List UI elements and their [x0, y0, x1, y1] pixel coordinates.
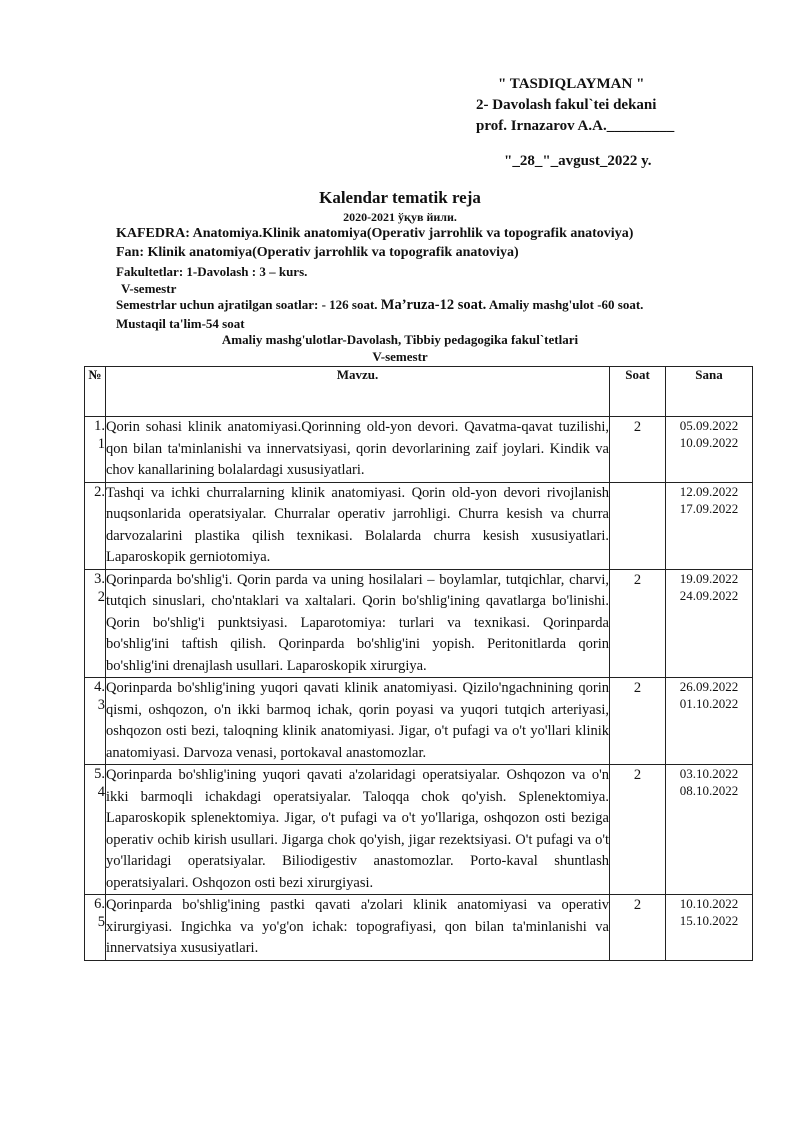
row-number-main: 4.: [94, 679, 105, 695]
row-number-sub: 1: [97, 436, 105, 452]
table-row: [85, 482, 753, 569]
hours-lecture: Ma’ruza-12 soat.: [380, 297, 487, 313]
approval-heading: " TASDIQLAYMAN ": [498, 76, 645, 92]
row-hours: 2: [610, 678, 666, 765]
row-number-sub: 2: [97, 588, 105, 605]
row-date-start: 10.10.2022: [679, 896, 739, 911]
section-title: Amaliy mashg'ulotlar-Davolash, Tibbiy pedagogika fakul`tetlari: [221, 332, 579, 347]
row-date-end: 10.09.2022: [679, 435, 739, 450]
row-dates: [666, 569, 753, 678]
kafedra-line: KAFEDRA: Anatomiya.Klinik anatomiya(Operativ jarrohlik va topografik anatoviya): [116, 226, 634, 241]
row-hours: 2: [610, 417, 666, 483]
hours-line: [116, 297, 756, 314]
row-topic: Qorinparda bo'shlig'ining yuqori qavati klinik anatomiyasi. Qizilo'ngachnining qorin qismi, oshqozon, o'n ikki barmoq ichak, qorin poyasi va yuqori tutqich arteriyasi, oshqozon osti bezi, taloqning klinik anatomiyasi. Jigar, o't pufagi va o't yo'llari klinik anatomiyasi. Darvoza venasi, portokaval anastomozlar.: [106, 678, 610, 765]
approval-signatory: prof. Irnazarov A.A._________: [476, 118, 675, 134]
row-number: [85, 569, 106, 678]
calendar-plan-table: [84, 366, 753, 961]
table-row: [85, 569, 753, 678]
row-number: [85, 765, 106, 895]
row-date-end: 24.09.2022: [679, 587, 739, 603]
row-dates: [666, 482, 753, 569]
row-number-main: 2.: [94, 483, 105, 500]
header-date: Sana: [666, 367, 753, 417]
row-number-main: 6.: [94, 896, 105, 912]
row-number-main: 3.: [94, 570, 105, 587]
row-topic: Qorinparda bo'shlig'i. Qorin parda va uning hosilalari – boylamlar, tutqichlar, charvi, tutqich sinuslari, cho'ntaklari va xaltalari. Qorin bo'shlig'ining qavatlarga bo'linishi. Qorin bo'shlig'i punktsiyasi. Laparotomiya: turlari va texnikasi. Qorinparda bo'shlig'ini taftish qilish. Qorinparda bo'shlig'ini yopish. Peritonitlarda qorin bo'shlig'ini drenajlash usullari. Laparoskopik xirurgiya.: [106, 569, 610, 678]
table-row: [85, 895, 753, 961]
row-number: [85, 678, 106, 765]
row-hours: [610, 482, 666, 569]
row-hours: 2: [610, 895, 666, 961]
row-date-start: 05.09.2022: [679, 418, 739, 433]
row-number: [85, 895, 106, 961]
row-hours: 2: [610, 765, 666, 895]
table-row: [85, 678, 753, 765]
row-topic: Tashqi va ichki churralarning klinik anatomiyasi. Qorin old-yon devori rivojlanish nuqsonlarida operatsiyalar. Churralar operativ jarrohligi. Churra kesish va churra darvozalarini plastika qilish texnikasi. Bolalarda churra kesish xususiyatlari. Laparoskopik gerniotomiya.: [106, 482, 610, 569]
academic-year: 2020-2021 ўқув йили.: [343, 210, 457, 224]
hours-practical: Amaliy mashg'ulot -60 soat.: [488, 297, 644, 312]
row-number-sub: 3: [97, 697, 105, 713]
row-dates: [666, 895, 753, 961]
row-date-end: 15.10.2022: [679, 913, 739, 928]
row-topic: Qorinparda bo'shlig'ining yuqori qavati a'zolaridagi operatsiyalar. Oshqozon va o'n ikki barmoqli ichakdagi operatsiyalar. Taloqqa chok qo'yish. Splenektomiya. Laparoskopik splenektomiya. Jigar, o't pufagi va o't yo'llariga, oshqozon osti beziga operativ ochib kirish usullari. Jigarga chok qo'yish, jigar rezektsiyasi. O't pufagi va o't yo'llaridagi operatsiyalar. Biliodigestiv anastomozlar. Porto-kaval shuntlash operatsiyalari. Oshqozon osti bezi xirurgiyasi.: [106, 765, 610, 895]
row-hours: 2: [610, 569, 666, 678]
header-topic: Mavzu.: [106, 367, 610, 417]
row-number: [85, 417, 106, 483]
row-date-start: 03.10.2022: [679, 766, 739, 781]
subject-line: Fan: Klinik anatomiya(Operativ jarrohlik va topografik anatoviya): [116, 245, 519, 260]
approval-block: [476, 74, 736, 172]
row-number: [85, 482, 106, 569]
table-header-row: [85, 367, 753, 417]
row-number-main: 5.: [94, 766, 105, 782]
header-number: №: [85, 367, 106, 417]
row-dates: [666, 417, 753, 483]
table-row: [85, 417, 753, 483]
section-semester: V-semestr: [372, 349, 428, 364]
approval-position: 2- Davolash fakul`tei dekani: [476, 97, 657, 113]
approval-date: "_28_"_avgust_2022 y.: [504, 153, 652, 169]
row-date-end: 08.10.2022: [679, 783, 739, 798]
faculty-line: Fakultetlar: 1-Davolash : 3 – kurs.: [116, 264, 308, 279]
row-date-start: 26.09.2022: [679, 679, 739, 694]
row-date-end: 17.09.2022: [679, 500, 739, 516]
table-row: [85, 765, 753, 895]
row-number-sub: 4: [97, 784, 105, 800]
row-number-main: 1.: [94, 418, 105, 434]
row-date-start: 19.09.2022: [679, 570, 739, 586]
row-topic: Qorin sohasi klinik anatomiyasi.Qorinning old-yon devori. Qavatma-qavat tuzilishi, qon bilan ta'minlanishi va innervatsiyasi, qorin devorlarining zaif joylari. Kindik va chov kanallarining bolalardagi xususiyatlari.: [106, 417, 610, 483]
independent-study-line: Mustaqil ta'lim-54 soat: [116, 316, 245, 331]
row-date-start: 12.09.2022: [679, 483, 739, 499]
semester-line: V-semestr: [121, 281, 177, 296]
hours-total: Semestrlar uchun ajratilgan soatlar: - 126 soat.: [116, 297, 378, 312]
row-date-end: 01.10.2022: [679, 696, 739, 711]
row-dates: [666, 678, 753, 765]
document-title: Kalendar tematik reja: [319, 188, 481, 207]
header-hours: Soat: [610, 367, 666, 417]
row-dates: [666, 765, 753, 895]
row-number-sub: 5: [97, 914, 105, 930]
row-topic: Qorinparda bo'shlig'ining pastki qavati a'zolari klinik anatomiyasi va operativ xirurgiyasi. Ingichka va yo'g'on ichak: topografiyasi, qon bilan ta'minlanishi va innervatsiya xususiyatlari.: [106, 895, 610, 961]
